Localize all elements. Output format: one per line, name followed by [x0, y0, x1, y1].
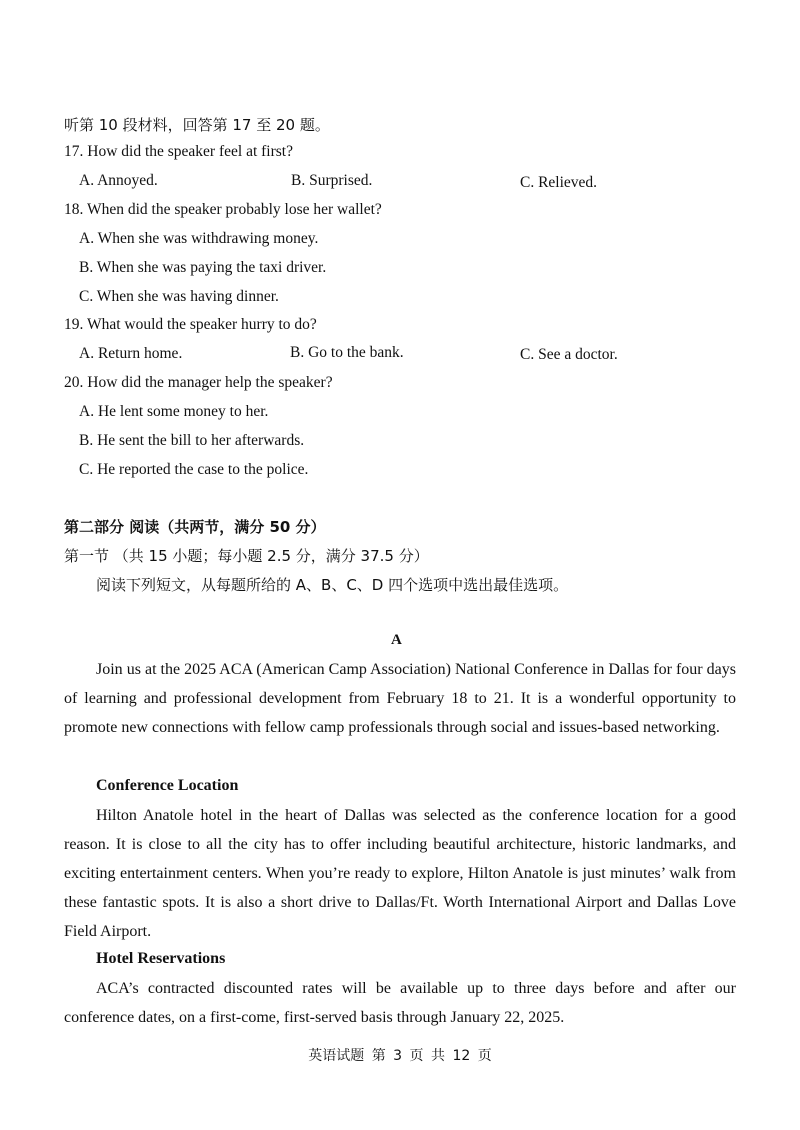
question-17-option-c: C. Relieved.	[520, 174, 598, 191]
question-19-option-c: C. See a doctor.	[520, 346, 618, 363]
question-19-stem: 19. What would the speaker hurry to do?	[64, 316, 317, 333]
question-20-stem: 20. How did the manager help the speaker?	[64, 374, 333, 391]
question-18-stem: 18. When did the speaker probably lose her wallet?	[64, 201, 382, 218]
question-19-option-b: B. Go to the bank.	[290, 344, 404, 361]
location-heading: Conference Location	[96, 777, 239, 794]
section-title: 第一节 （共 15 小题；每小题 2.5 分，满分 37.5 分）	[64, 547, 429, 565]
reservations-heading: Hotel Reservations	[96, 950, 226, 967]
question-17-stem: 17. How did the speaker feel at first?	[64, 143, 293, 160]
question-20-option-a: A. He lent some money to her.	[79, 403, 269, 420]
question-18-option-b: B. When she was paying the taxi driver.	[79, 259, 327, 276]
part-title: 第二部分 阅读（共两节，满分 50 分）	[64, 518, 326, 536]
question-19-option-a: A. Return home.	[79, 345, 183, 362]
page-footer: 英语试题 第 3 页 共 12 页	[308, 1048, 492, 1064]
passage-label: A	[391, 632, 402, 648]
question-18-option-a: A. When she was withdrawing money.	[79, 230, 319, 247]
passage-intro: Join us at the 2025 ACA (American Camp Association) National Conference in Dallas for four days of learning and professional development from February 18 to 21. It is a wonderful opportunity to promote new connections with fellow camp professionals through social and issues-based networking.	[64, 661, 736, 736]
listening-intro: 听第 10 段材料，回答第 17 至 20 题。	[64, 116, 330, 134]
question-18-option-c: C. When she was having dinner.	[79, 288, 279, 305]
question-17-option-a: A. Annoyed.	[79, 172, 158, 189]
question-17-option-b: B. Surprised.	[291, 172, 373, 189]
location-text: Hilton Anatole hotel in the heart of Dallas was selected as the conference location for a good reason. It is close to all the city has to offer including beautiful architecture, historic landmarks, and exciting entertainment centers. When you’re ready to explore, Hilton Anatole is just minutes’ walk from these fantastic spots. It is also a short drive to Dallas/Ft. Worth International Airport and Dallas Love Field Airport.	[64, 807, 736, 940]
question-20-option-c: C. He reported the case to the police.	[79, 461, 309, 478]
question-20-option-b: B. He sent the bill to her afterwards.	[79, 432, 305, 449]
reservations-text: ACA’s contracted discounted rates will be available up to three days before and after our conference dates, on a first-come, first-served basis through January 22, 2025.	[64, 980, 736, 1026]
instruction: 阅读下列短文，从每题所给的 A、B、C、D 四个选项中选出最佳选项。	[96, 576, 569, 594]
